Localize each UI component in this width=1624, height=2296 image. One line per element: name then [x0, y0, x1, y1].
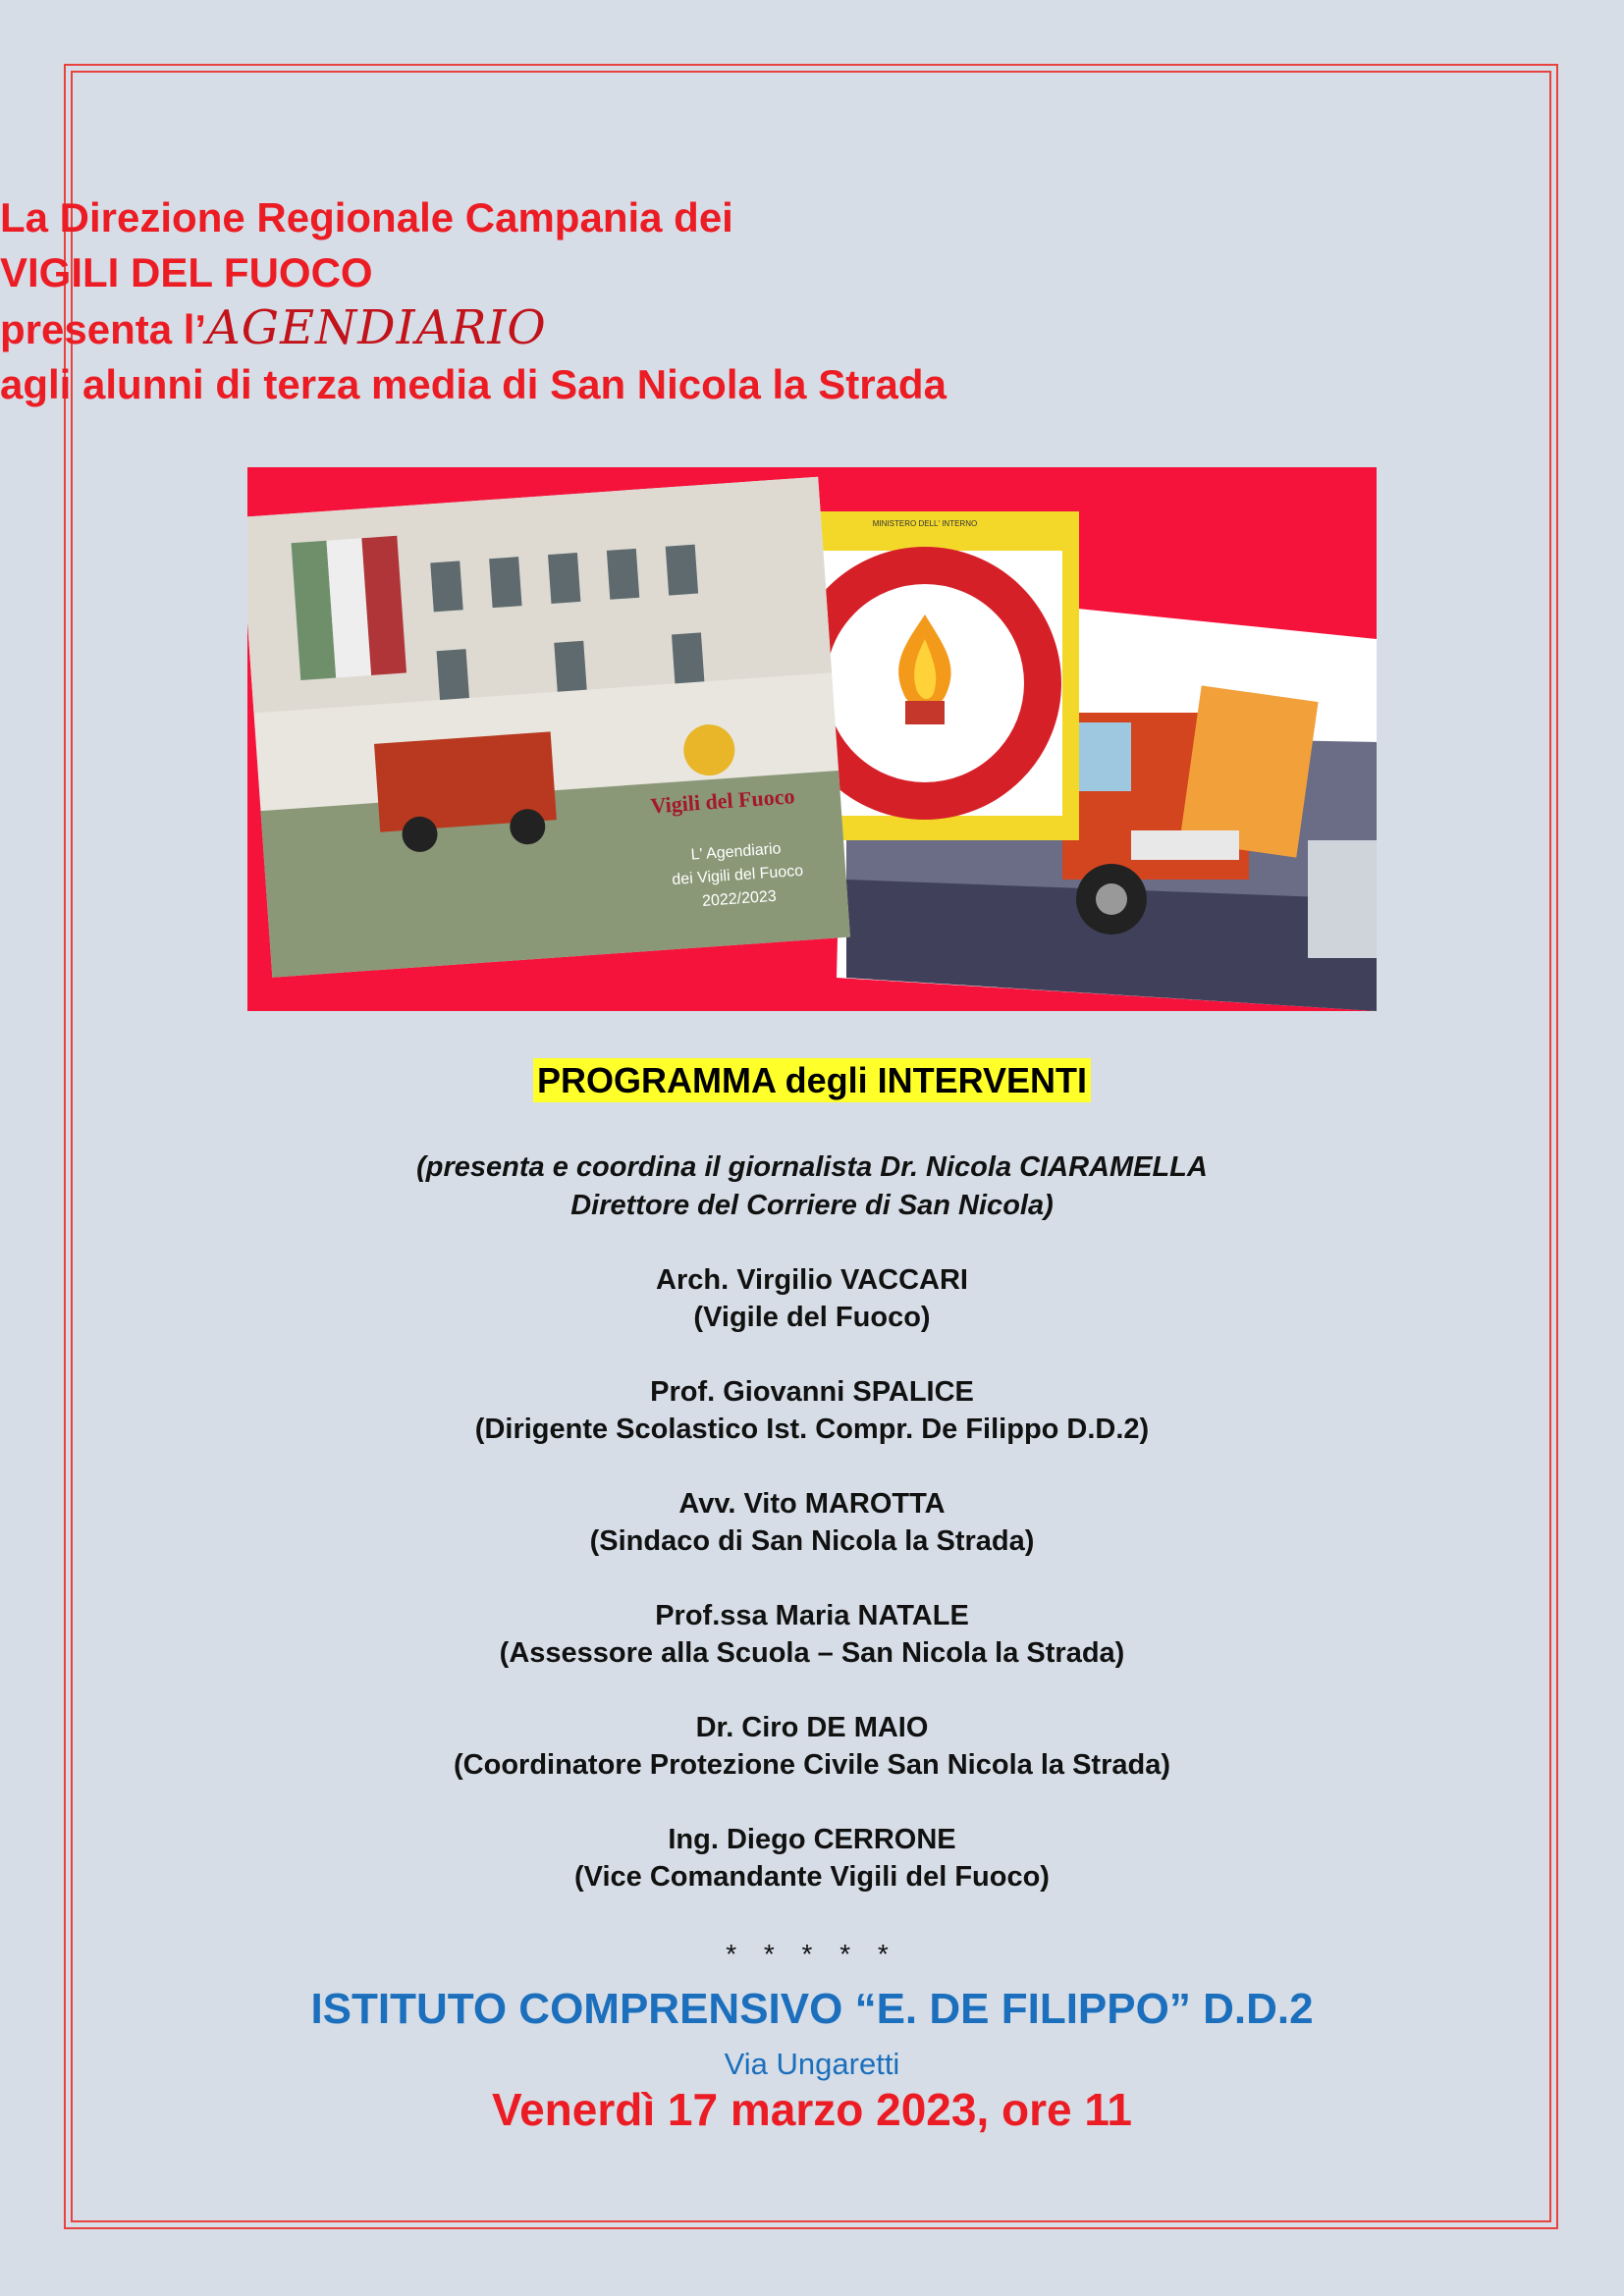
- separator-stars: * * * * *: [726, 1939, 898, 1969]
- header: [0, 190, 1624, 412]
- speaker-role: (Vice Comandante Vigili del Fuoco): [574, 1861, 1050, 1893]
- header-line-3-prefix: presenta l’: [0, 306, 207, 352]
- speaker-item: [0, 1261, 1624, 1336]
- speaker-role: (Vigile del Fuoco): [693, 1302, 931, 1333]
- intro-line-2: Direttore del Corriere di San Nicola): [570, 1190, 1054, 1221]
- speaker-name: Arch. Virgilio VACCARI: [656, 1264, 968, 1296]
- school-address: Via Ungaretti: [724, 2047, 900, 2081]
- left-card: [247, 477, 850, 978]
- intro-line-1: (presenta e coordina il giornalista Dr. Nicola CIARAMELLA: [416, 1151, 1208, 1183]
- speaker-item: [0, 1373, 1624, 1448]
- speaker-name: Ing. Diego CERRONE: [668, 1824, 956, 1855]
- logo-header-text: MINISTERO DELL' INTERNO: [872, 519, 978, 528]
- agendiario-collage-photo: [247, 467, 1377, 1011]
- program-title-wrap: [0, 1060, 1624, 1101]
- program-intro: [0, 1148, 1624, 1225]
- header-line-1: La Direzione Regionale Campania dei: [0, 194, 733, 240]
- speaker-role: (Assessore alla Scuola – San Nicola la Strada): [499, 1637, 1125, 1669]
- school-name: ISTITUTO COMPRENSIVO “E. DE FILIPPO” D.D.2: [310, 1985, 1314, 2033]
- header-line-3: [0, 300, 1624, 357]
- speaker-name: Prof. Giovanni SPALICE: [650, 1376, 974, 1408]
- speaker-item: [0, 1709, 1624, 1784]
- header-line-2: VIGILI DEL FUOCO: [0, 249, 373, 295]
- left-card-year: 2022/2023: [701, 887, 778, 910]
- speaker-role: (Dirigente Scolastico Ist. Compr. De Filippo D.D.2): [474, 1414, 1150, 1445]
- program-title: PROGRAMMA degli INTERVENTI: [533, 1058, 1091, 1102]
- left-card-subtitle: L' Agendiario: [690, 840, 783, 864]
- speaker-item: [0, 1597, 1624, 1672]
- left-card-title: Vigili del Fuoco: [649, 783, 796, 819]
- collage-illustration: [247, 467, 1377, 1011]
- agendiario-title: AGENDIARIO: [206, 300, 547, 355]
- header-line-4: agli alunni di terza media di San Nicola la Strada: [0, 361, 947, 407]
- speaker-name: Dr. Ciro DE MAIO: [695, 1712, 929, 1743]
- speaker-name: Prof.ssa Maria NATALE: [655, 1600, 969, 1631]
- speaker-role: (Coordinatore Protezione Civile San Nicola la Strada): [454, 1749, 1170, 1781]
- speaker-item: [0, 1821, 1624, 1896]
- speaker-role: (Sindaco di San Nicola la Strada): [589, 1525, 1035, 1557]
- event-date: Venerdì 17 marzo 2023, ore 11: [491, 2084, 1133, 2135]
- speaker-item: [0, 1485, 1624, 1560]
- left-card-subtitle2: dei Vigili del Fuoco: [671, 862, 804, 889]
- speaker-name: Avv. Vito MAROTTA: [678, 1488, 946, 1520]
- speaker-list: [0, 1261, 1624, 1933]
